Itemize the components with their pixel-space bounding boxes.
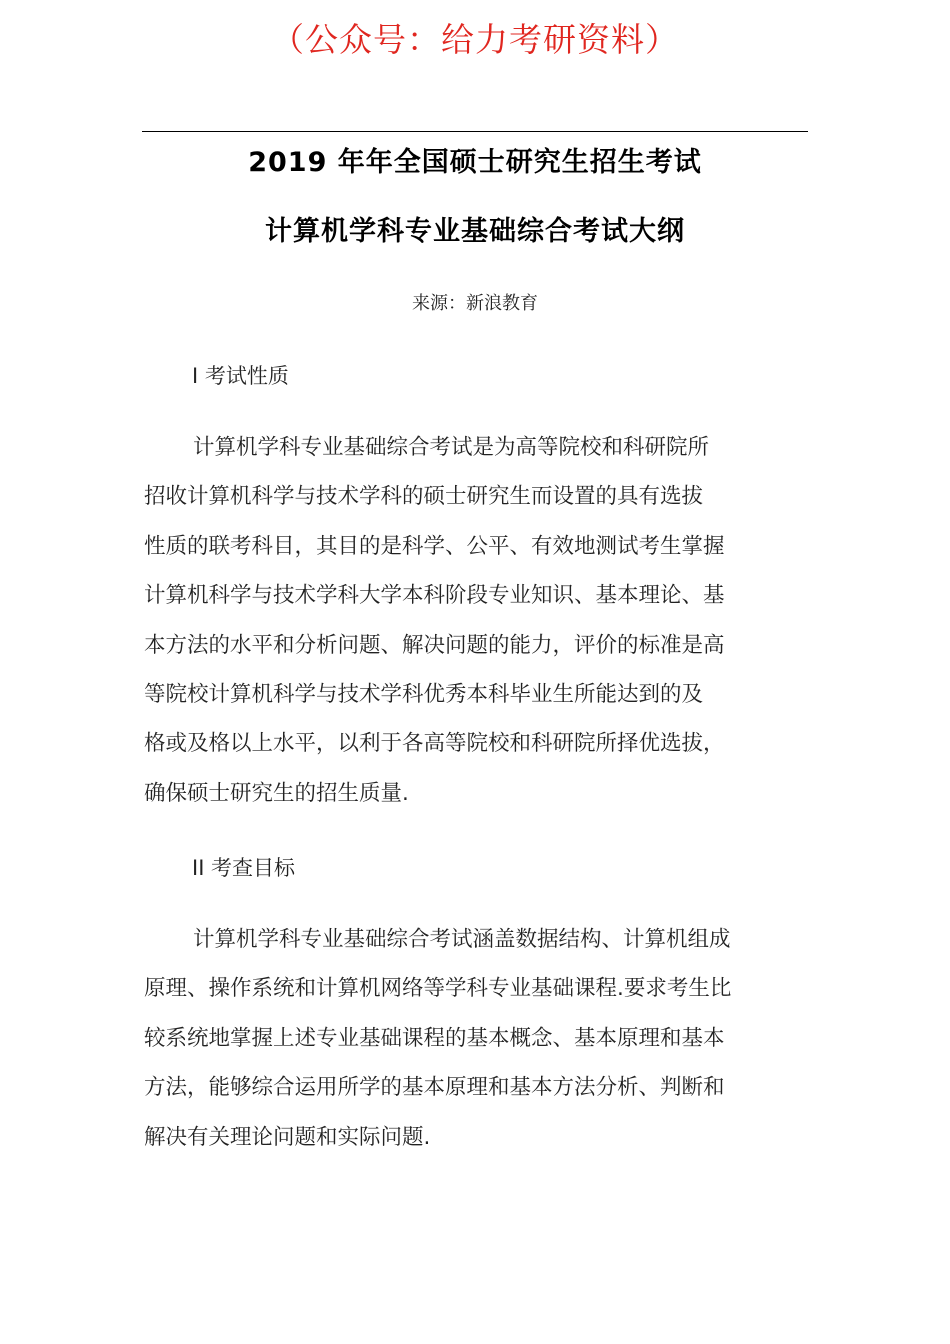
- paragraph-line: 原理、操作系统和计算机网络等学科专业基础课程.要求考生比: [144, 976, 732, 1002]
- paragraph-line: 确保硕士研究生的招生质量.: [144, 780, 409, 806]
- top-rule: [142, 131, 808, 132]
- paragraph-line: 本方法的水平和分析问题、解决问题的能力，评价的标准是高: [144, 632, 725, 658]
- document-title-line2: 计算机学科专业基础综合考试大纲: [265, 216, 685, 247]
- paragraph-line: 计算机学科专业基础综合考试是为高等院校和科研院所: [193, 435, 710, 460]
- paragraph-line: 方法，能够综合运用所学的基本原理和基本方法分析、判断和: [144, 1075, 725, 1101]
- paragraph-line: 解决有关理论问题和实际问题.: [144, 1124, 431, 1150]
- paragraph-line: 较系统地掌握上述专业基础课程的基本概念、基本原理和基本: [144, 1025, 725, 1051]
- source-attribution: 来源：新浪教育: [412, 293, 538, 314]
- document-title-line1: 2019 年年全国硕士研究生招生考试: [248, 147, 702, 178]
- paragraph-line: 计算机学科专业基础综合考试涵盖数据结构、计算机组成: [193, 927, 731, 952]
- paragraph-line: 等院校计算机科学与技术学科优秀本科毕业生所能达到的及: [144, 681, 704, 707]
- paragraph-line: 招收计算机科学与技术学科的硕士研究生而设置的具有选拔: [144, 484, 704, 510]
- watermark-header: （公众号：给力考研资料）: [271, 20, 679, 59]
- section-heading-exam-nature: I 考试性质: [192, 364, 289, 388]
- paragraph-line: 格或及格以上水平，以利于各高等院校和科研院所择优选拔，: [144, 731, 725, 757]
- paragraph-line: 计算机科学与技术学科大学本科阶段专业知识、基本理论、基: [144, 583, 725, 609]
- paragraph-line: 性质的联考科目，其目的是科学、公平、有效地测试考生掌握: [144, 533, 725, 559]
- section-body-exam-objectives: [144, 915, 808, 1162]
- section-body-exam-nature: [144, 423, 808, 818]
- section-heading-exam-objectives: II 考查目标: [192, 856, 296, 880]
